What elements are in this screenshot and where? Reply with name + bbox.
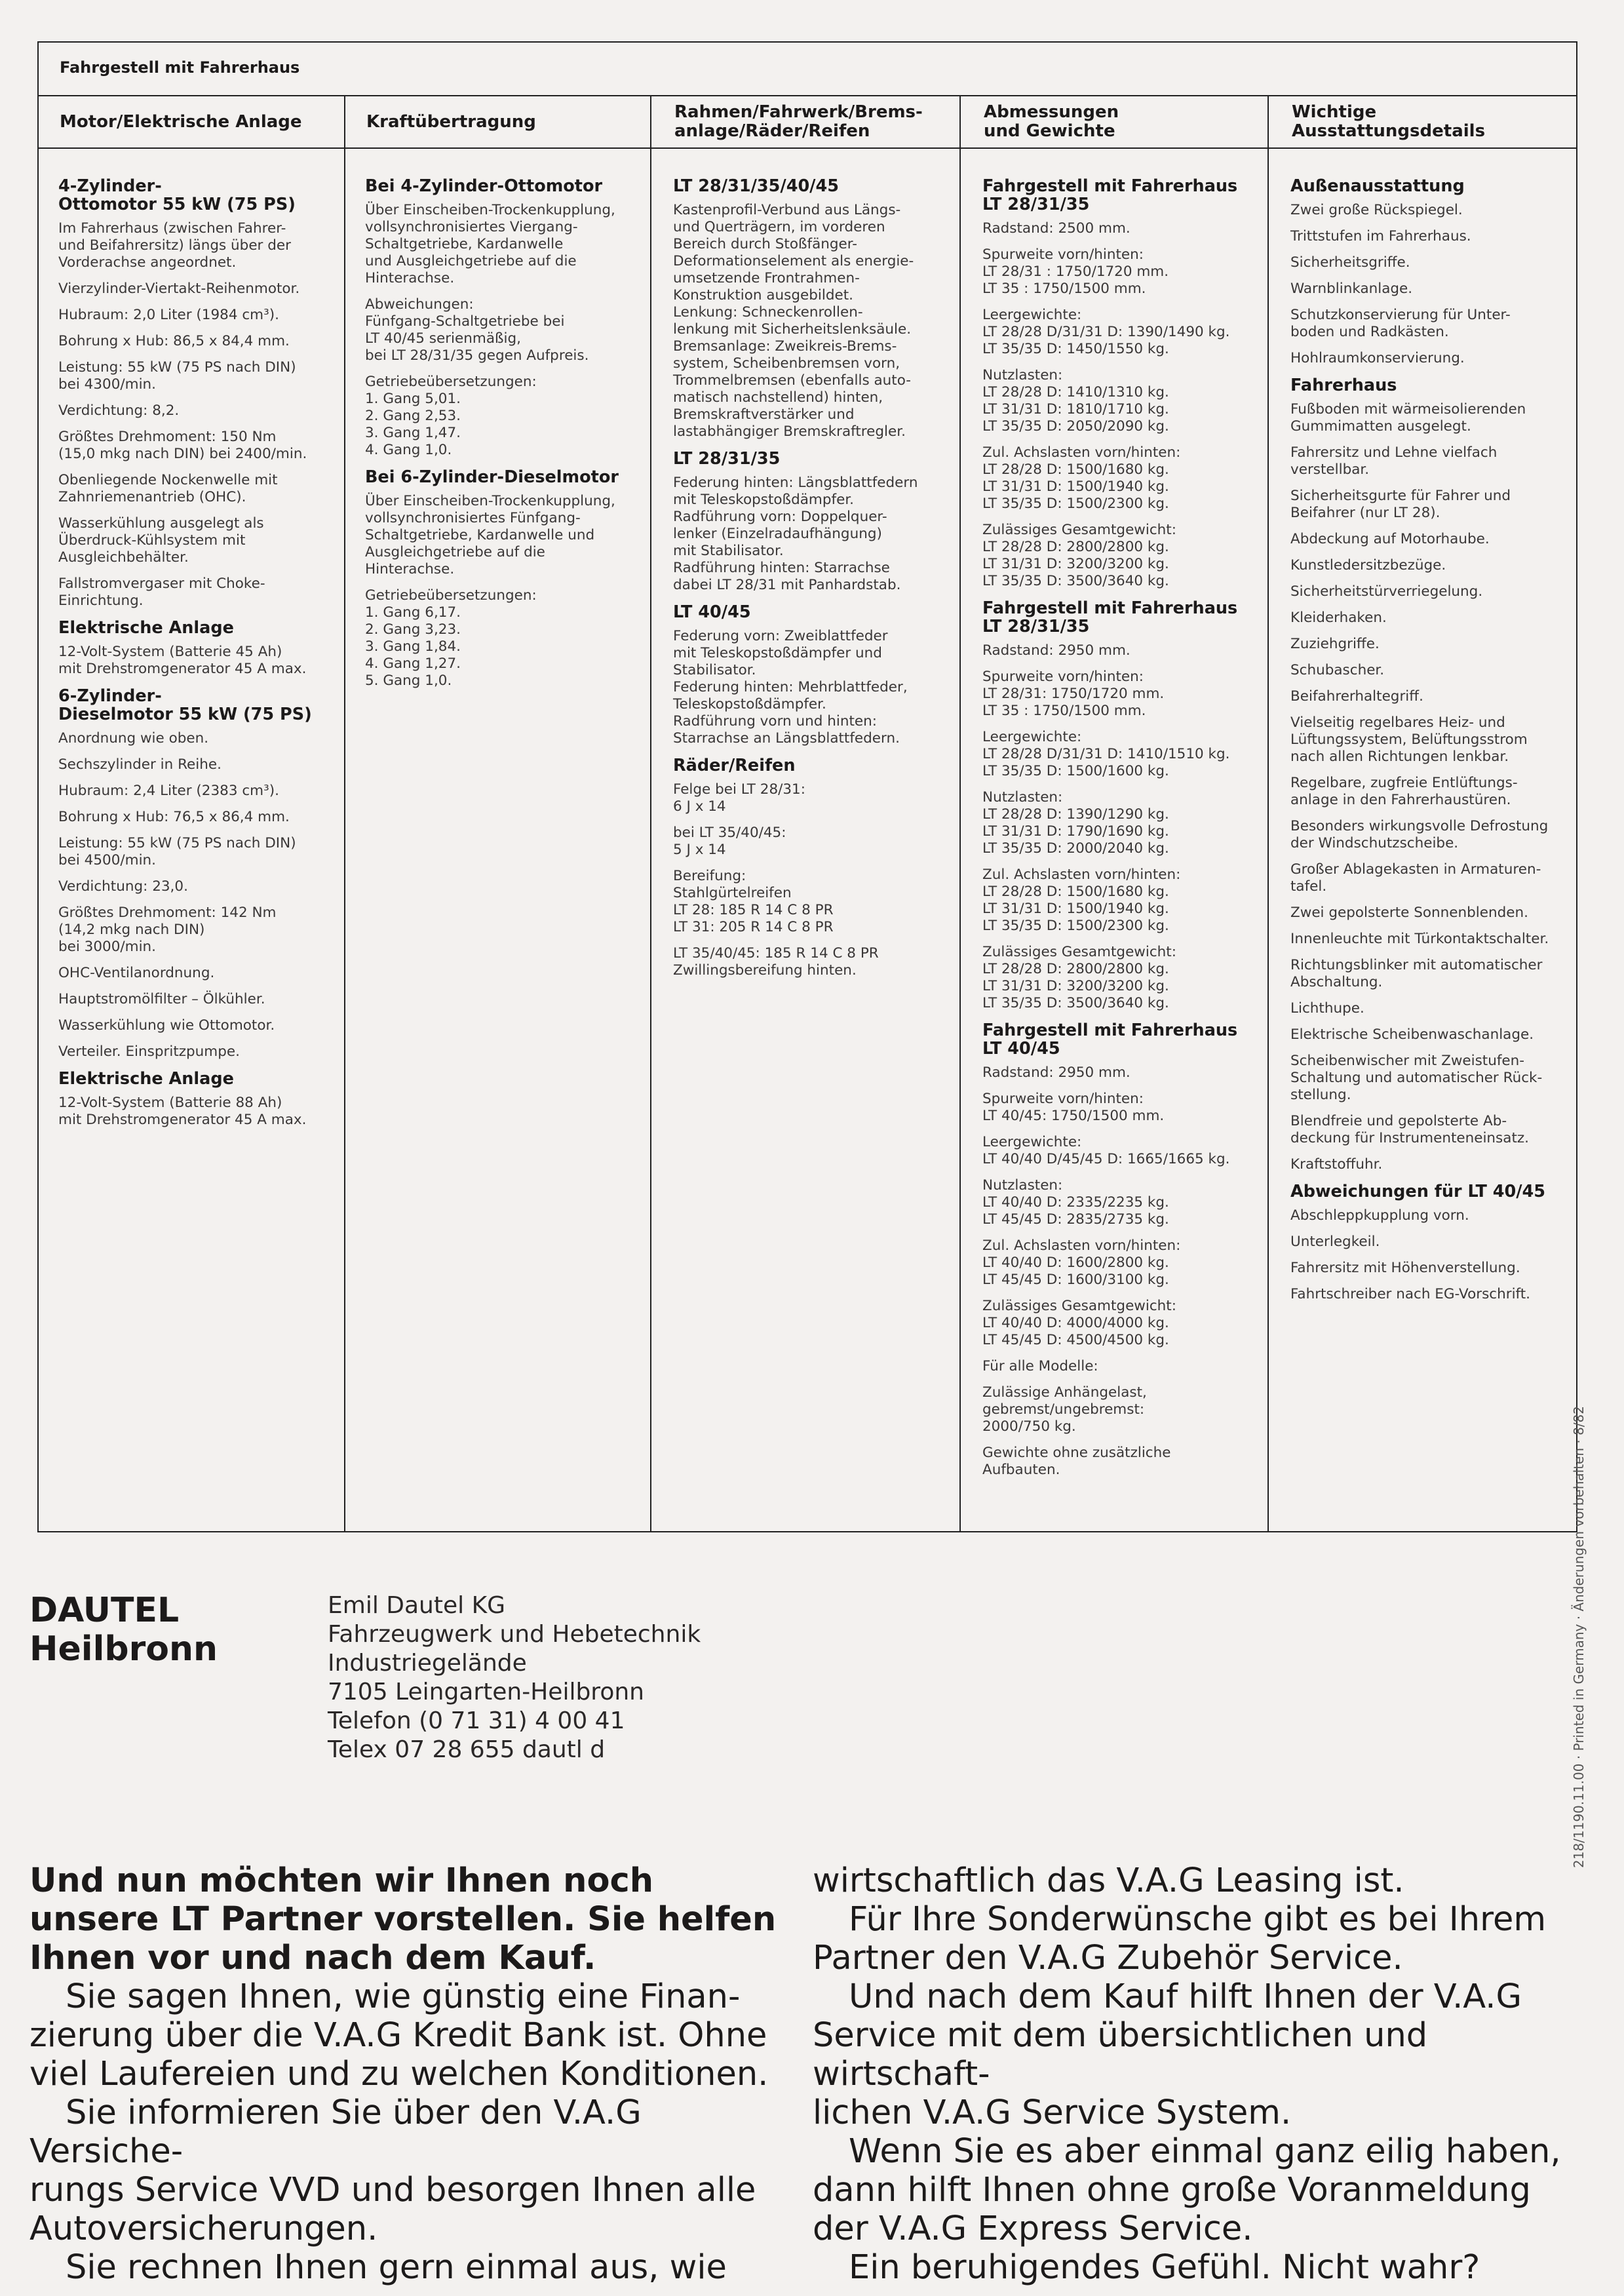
spec-item: Zwei große Rückspiegel. (1290, 202, 1463, 218)
section-heading: Außenausstattung (1290, 176, 1465, 196)
spec-item: Bohrung x Hub: 86,5 x 84,4 mm. (58, 333, 290, 349)
spec-item: Sicherheitsgurte für Fahrer und Beifahrer (nur LT 28). (1290, 488, 1511, 521)
column-divider (650, 96, 651, 1531)
spec-item: Zulässige Anhängelast, gebremst/ungebremst: 2000/750 kg. (982, 1384, 1147, 1435)
spec-item: Leergewichte: LT 28/28 D/31/31 D: 1390/1490 kg. LT 35/35 D: 1450/1550 kg. (982, 307, 1230, 357)
spec-item: Größtes Drehmoment: 150 Nm (15,0 mkg nach DIN) bei 2400/min. (58, 429, 307, 462)
column-divider (959, 96, 961, 1531)
spec-item: LT 35/40/45: 185 R 14 C 8 PR Zwillingsbereifung hinten. (673, 945, 879, 979)
spec-item: Fußboden mit wärmeisolierenden Gummimatten ausgelegt. (1290, 401, 1526, 435)
spec-item: Wasserkühlung wie Ottomotor. (58, 1017, 275, 1034)
paragraph: Sie informieren Sie über den V.A.G Versiche- rungs Service VVD und besorgen Ihnen alle Autoversicherungen. (29, 2093, 756, 2248)
spec-item: Federung hinten: Längsblattfedern mit Teleskopstoßdämpfer. Radführung vorn: Doppelquer- lenker (Einzelradaufhängung) mit Stabilisator. Radführung hinten: Starrachse dabei LT 28/31 mit Panhardstab. (673, 475, 918, 593)
spec-item: Schutzkonservierung für Unter- boden und Radkästen. (1290, 307, 1511, 340)
spec-item: Unterlegkeil. (1290, 1234, 1380, 1250)
spec-item: Fahrersitz und Lehne vielfach verstellbar. (1290, 444, 1498, 478)
spec-item: Anordnung wie oben. (58, 730, 209, 747)
spec-item: Zwei gepolsterte Sonnenblenden. (1290, 905, 1528, 921)
spec-item: Warnblinkanlage. (1290, 281, 1413, 297)
section-heading: Fahrerhaus (1290, 376, 1397, 395)
section-heading: 6-Zylinder- Dieselmotor 55 kW (75 PS) (58, 686, 312, 724)
spec-item: Wasserkühlung ausgelegt als Überdruck-Kühlsystem mit Ausgleichbehälter. (58, 515, 264, 566)
spec-item: Hohlraumkonservierung. (1290, 350, 1465, 366)
paragraph: Sie rechnen Ihnen gern einmal aus, wie (66, 2248, 727, 2287)
spec-item: Leergewichte: LT 40/40 D/45/45 D: 1665/1665 kg. (982, 1134, 1230, 1167)
partner-heading: Und nun möchten wir Ihnen noch unsere LT Partner vorstellen. Sie helfen Ihnen vor und nach dem Kauf. (29, 1861, 777, 1977)
spec-item: Nutzlasten: LT 28/28 D: 1390/1290 kg. LT 31/31 D: 1790/1690 kg. LT 35/35 D: 2000/2040 kg. (982, 789, 1169, 857)
partner-text-left (29, 1861, 783, 2287)
column-abmessungen (982, 177, 1264, 1488)
section-heading: LT 28/31/35 (673, 449, 781, 469)
address-line: Telex 07 28 655 dautl d (328, 1736, 606, 1763)
spec-item: Felge bei LT 28/31: 6 J x 14 (673, 781, 805, 815)
spec-item: Leistung: 55 kW (75 PS nach DIN) bei 4500/min. (58, 835, 296, 868)
section-heading: Elektrische Anlage (58, 618, 234, 638)
spec-item: Abschleppkupplung vorn. (1290, 1207, 1469, 1224)
header-rahmen: Rahmen/Fahrwerk/Brems- anlage/Räder/Reifen (674, 102, 923, 141)
address-line: Telefon (0 71 31) 4 00 41 (328, 1707, 625, 1734)
header-ausstattung: Wichtige Ausstattungsdetails (1292, 102, 1486, 141)
spec-item: Sicherheitsgriffe. (1290, 254, 1410, 271)
section-heading: LT 28/31/35/40/45 (673, 176, 839, 196)
section-heading: Bei 4-Zylinder-Ottomotor (365, 176, 603, 196)
column-kraftuebertragung (365, 177, 647, 699)
column-divider (344, 96, 345, 1531)
paragraph: Wenn Sie es aber einmal ganz eilig haben, dann hilft Ihnen ohne große Voranmeldung der V.A.G Express Service. (813, 2132, 1561, 2248)
partner-text-right (813, 1861, 1599, 2287)
spec-item: Leistung: 55 kW (75 PS nach DIN) bei 4300/min. (58, 359, 296, 393)
paragraph: Ein beruhigendes Gefühl. Nicht wahr? (849, 2248, 1480, 2287)
section-heading: Bei 6-Zylinder-Dieselmotor (365, 467, 619, 487)
spec-item: Lichthupe. (1290, 1000, 1364, 1017)
paragraph: wirtschaftlich das V.A.G Leasing ist. (813, 1861, 1404, 1900)
dealer-address (328, 1591, 701, 1764)
spec-item: Getriebeübersetzungen: 1. Gang 5,01. 2. Gang 2,53. 3. Gang 1,47. 4. Gang 1,0. (365, 374, 537, 458)
spec-item: Fallstromvergaser mit Choke- Einrichtung. (58, 575, 265, 609)
spec-item: Radstand: 2500 mm. (982, 220, 1131, 237)
spec-item: Verdichtung: 23,0. (58, 878, 188, 895)
spec-item: Schubascher. (1290, 662, 1385, 678)
spec-item: Bereifung: Stahlgürtelreifen LT 28: 185 R 14 C 8 PR LT 31: 205 R 14 C 8 PR (673, 868, 834, 935)
spec-item: Größtes Drehmoment: 142 Nm (14,2 mkg nach DIN) bei 3000/min. (58, 905, 277, 955)
spec-item: Kleiderhaken. (1290, 610, 1387, 626)
spec-item: Federung vorn: Zweiblattfeder mit Teleskopstoßdämpfer und Stabilisator. Federung hinten: Mehrblattfeder, Teleskopstoßdämpfer. Radführung vorn und hinten: Starrachse an Längsblattfedern. (673, 628, 908, 747)
spec-item: Elektrische Scheibenwaschanlage. (1290, 1026, 1534, 1043)
spec-item: Kunstledersitzbezüge. (1290, 557, 1446, 574)
spec-item: bei LT 35/40/45: 5 J x 14 (673, 825, 786, 858)
header-abmessungen: Abmessungen und Gewichte (984, 102, 1119, 141)
spec-item: Trittstufen im Fahrerhaus. (1290, 228, 1471, 244)
spec-item: Kraftstoffuhr. (1290, 1156, 1383, 1173)
paragraph: Und nach dem Kauf hilft Ihnen der V.A.G Service mit dem übersichtlichen und wirtschaft- lichen V.A.G Service System. (813, 1977, 1522, 2132)
spec-item: Zul. Achslasten vorn/hinten: LT 40/40 D: 1600/2800 kg. LT 45/45 D: 1600/3100 kg. (982, 1237, 1181, 1288)
spec-item: Zuziehgriffe. (1290, 636, 1380, 652)
spec-item: Hubraum: 2,4 Liter (2383 cm³). (58, 783, 279, 799)
spec-item: Vielseitig regelbares Heiz- und Lüftungssystem, Belüftungsstrom nach allen Richtungen lenkbar. (1290, 714, 1528, 765)
spec-item: Hauptstromölfilter – Ölkühler. (58, 991, 265, 1007)
spec-item: 12-Volt-System (Batterie 45 Ah) mit Drehstromgenerator 45 A max. (58, 644, 307, 677)
spec-table (37, 41, 1577, 1532)
spec-item: Spurweite vorn/hinten: LT 40/45: 1750/1500 mm. (982, 1091, 1165, 1124)
address-line: Industriegelände (328, 1650, 527, 1677)
print-note: 218/1190.11.00 · Printed in Germany · Änderungen vorbehalten · 8/82 (1571, 1406, 1587, 1868)
spec-item: Vierzylinder-Viertakt-Reihenmotor. (58, 281, 300, 297)
spec-item: Fahrersitz mit Höhenverstellung. (1290, 1260, 1520, 1276)
column-divider (1267, 96, 1269, 1531)
section-heading: LT 40/45 (673, 602, 751, 622)
spec-item: Bohrung x Hub: 76,5 x 86,4 mm. (58, 809, 290, 825)
spec-item: Verteiler. Einspritzpumpe. (58, 1043, 240, 1060)
spec-item: Über Einscheiben-Trockenkupplung, vollsynchronisiertes Fünfgang- Schaltgetriebe, Kardanwelle und Ausgleichgetriebe auf die Hinterachse. (365, 493, 615, 577)
section-heading: Fahrgestell mit Fahrerhaus LT 28/31/35 (982, 598, 1238, 636)
header-kraftuebertragung: Kraftübertragung (366, 111, 536, 132)
spec-item: Zul. Achslasten vorn/hinten: LT 28/28 D: 1500/1680 kg. LT 31/31 D: 1500/1940 kg. LT 35/35 D: 1500/2300 kg. (982, 866, 1181, 934)
spec-item: Verdichtung: 8,2. (58, 402, 180, 419)
paragraph: Sie sagen Ihnen, wie günstig eine Finan- zierung über die V.A.G Kredit Bank ist. Ohne viel Laufereien und zu welchen Konditionen. (29, 1977, 769, 2093)
table-title: Fahrgestell mit Fahrerhaus (60, 58, 300, 77)
spec-item: Sechszylinder in Reihe. (58, 756, 222, 773)
spec-item: Radstand: 2950 mm. (982, 1064, 1131, 1081)
column-motor (58, 177, 340, 1138)
spec-item: 12-Volt-System (Batterie 88 Ah) mit Drehstromgenerator 45 A max. (58, 1095, 307, 1128)
spec-item: Regelbare, zugfreie Entlüftungs- anlage in den Fahrerhaustüren. (1290, 775, 1518, 808)
spec-item: Beifahrerhaltegriff. (1290, 688, 1423, 705)
spec-item: Scheibenwischer mit Zweistufen- Schaltung und automatischer Rück- stellung. (1290, 1053, 1543, 1103)
paragraph: Für Ihre Sonderwünsche gibt es bei Ihrem Partner den V.A.G Zubehör Service. (813, 1900, 1547, 1977)
spec-item: Richtungsblinker mit automatischer Abschaltung. (1290, 957, 1543, 990)
spec-item: OHC-Ventilanordnung. (58, 965, 215, 981)
spec-item: Hubraum: 2,0 Liter (1984 cm³). (58, 307, 279, 323)
spec-item: Zul. Achslasten vorn/hinten: LT 28/28 D: 1500/1680 kg. LT 31/31 D: 1500/1940 kg. LT 35/35 D: 1500/2300 kg. (982, 444, 1181, 512)
column-rahmen (673, 177, 955, 988)
spec-item: Getriebeübersetzungen: 1. Gang 6,17. 2. Gang 3,23. 3. Gang 1,84. 4. Gang 1,27. 5. Gang 1,0. (365, 587, 537, 689)
spec-item: Nutzlasten: LT 28/28 D: 1410/1310 kg. LT 31/31 D: 1810/1710 kg. LT 35/35 D: 2050/2090 kg. (982, 367, 1169, 435)
spec-item: Im Fahrerhaus (zwischen Fahrer- und Beifahrersitz) längs über der Vorderachse angeordnet. (58, 220, 291, 271)
spec-item: Spurweite vorn/hinten: LT 28/31 : 1750/1720 mm. LT 35 : 1750/1500 mm. (982, 246, 1169, 297)
spec-item: Zulässiges Gesamtgewicht: LT 28/28 D: 2800/2800 kg. LT 31/31 D: 3200/3200 kg. LT 35/35 D: 3500/3640 kg. (982, 944, 1176, 1011)
spec-item: Nutzlasten: LT 40/40 D: 2335/2235 kg. LT 45/45 D: 2835/2735 kg. (982, 1177, 1169, 1228)
section-heading: Fahrgestell mit Fahrerhaus LT 28/31/35 (982, 176, 1238, 214)
spec-item: Zulässiges Gesamtgewicht: LT 28/28 D: 2800/2800 kg. LT 31/31 D: 3200/3200 kg. LT 35/35 D: 3500/3640 kg. (982, 522, 1176, 589)
spec-item: Spurweite vorn/hinten: LT 28/31: 1750/1720 mm. LT 35 : 1750/1500 mm. (982, 669, 1165, 719)
spec-item: Gewichte ohne zusätzliche Aufbauten. (982, 1445, 1171, 1478)
spec-item: Über Einscheiben-Trockenkupplung, vollsynchronisiertes Viergang- Schaltgetriebe, Kardanwelle und Ausgleichgetriebe auf die Hinterachse. (365, 202, 615, 286)
spec-item: Obenliegende Nockenwelle mit Zahnriemenantrieb (OHC). (58, 472, 278, 505)
spec-item: Blendfreie und gepolsterte Ab- deckung für Instrumenteneinsatz. (1290, 1113, 1529, 1146)
spec-item: Besonders wirkungsvolle Defrostung der Windschutzscheibe. (1290, 818, 1549, 851)
section-heading: Räder/Reifen (673, 756, 796, 775)
spec-item: Abdeckung auf Motorhaube. (1290, 531, 1490, 547)
section-heading: 4-Zylinder- Ottomotor 55 kW (75 PS) (58, 176, 296, 214)
section-heading: Fahrgestell mit Fahrerhaus LT 40/45 (982, 1021, 1238, 1059)
address-line: Emil Dautel KG (328, 1592, 506, 1619)
section-heading: Elektrische Anlage (58, 1069, 234, 1089)
spec-item: Abweichungen: Fünfgang-Schaltgetriebe bei LT 40/45 serienmäßig, bei LT 28/31/35 gegen Aufpreis. (365, 296, 589, 364)
spec-item: Großer Ablagekasten in Armaturen- tafel. (1290, 861, 1541, 895)
address-line: 7105 Leingarten-Heilbronn (328, 1679, 644, 1705)
spec-item: Für alle Modelle: (982, 1358, 1098, 1374)
spec-item: Innenleuchte mit Türkontaktschalter. (1290, 931, 1549, 947)
divider (39, 147, 1576, 149)
dealer-name: DAUTEL Heilbronn (29, 1591, 218, 1669)
header-motor: Motor/Elektrische Anlage (60, 111, 302, 132)
spec-item: Zulässiges Gesamtgewicht: LT 40/40 D: 4000/4000 kg. LT 45/45 D: 4500/4500 kg. (982, 1298, 1176, 1348)
spec-item: Kastenprofil-Verbund aus Längs- und Querträgern, im vorderen Bereich durch Stoßfänger- Deformationselement als energie- umsetzende Frontrahmen- Konstruktion ausgebildet. Lenkung: Schneckenrollen- lenkung mit Sicherheitslenksäule. Bremsanlage: Zweikreis-Brems- system, Scheibenbremsen vorn, Trommelbremsen (ebenfalls auto- matisch nachstellend) hinten, Bremskraftverstärker und lastabhängiger Bremskraftregler. (673, 202, 914, 440)
column-ausstattung (1290, 177, 1572, 1312)
spec-item: Fahrtschreiber nach EG-Vorschrift. (1290, 1286, 1531, 1302)
spec-item: Radstand: 2950 mm. (982, 642, 1131, 659)
spec-item: Sicherheitstürverriegelung. (1290, 583, 1483, 600)
address-line: Fahrzeugwerk und Hebetechnik (328, 1621, 701, 1648)
spec-item: Leergewichte: LT 28/28 D/31/31 D: 1410/1510 kg. LT 35/35 D: 1500/1600 kg. (982, 729, 1230, 779)
section-heading: Abweichungen für LT 40/45 (1290, 1182, 1546, 1201)
